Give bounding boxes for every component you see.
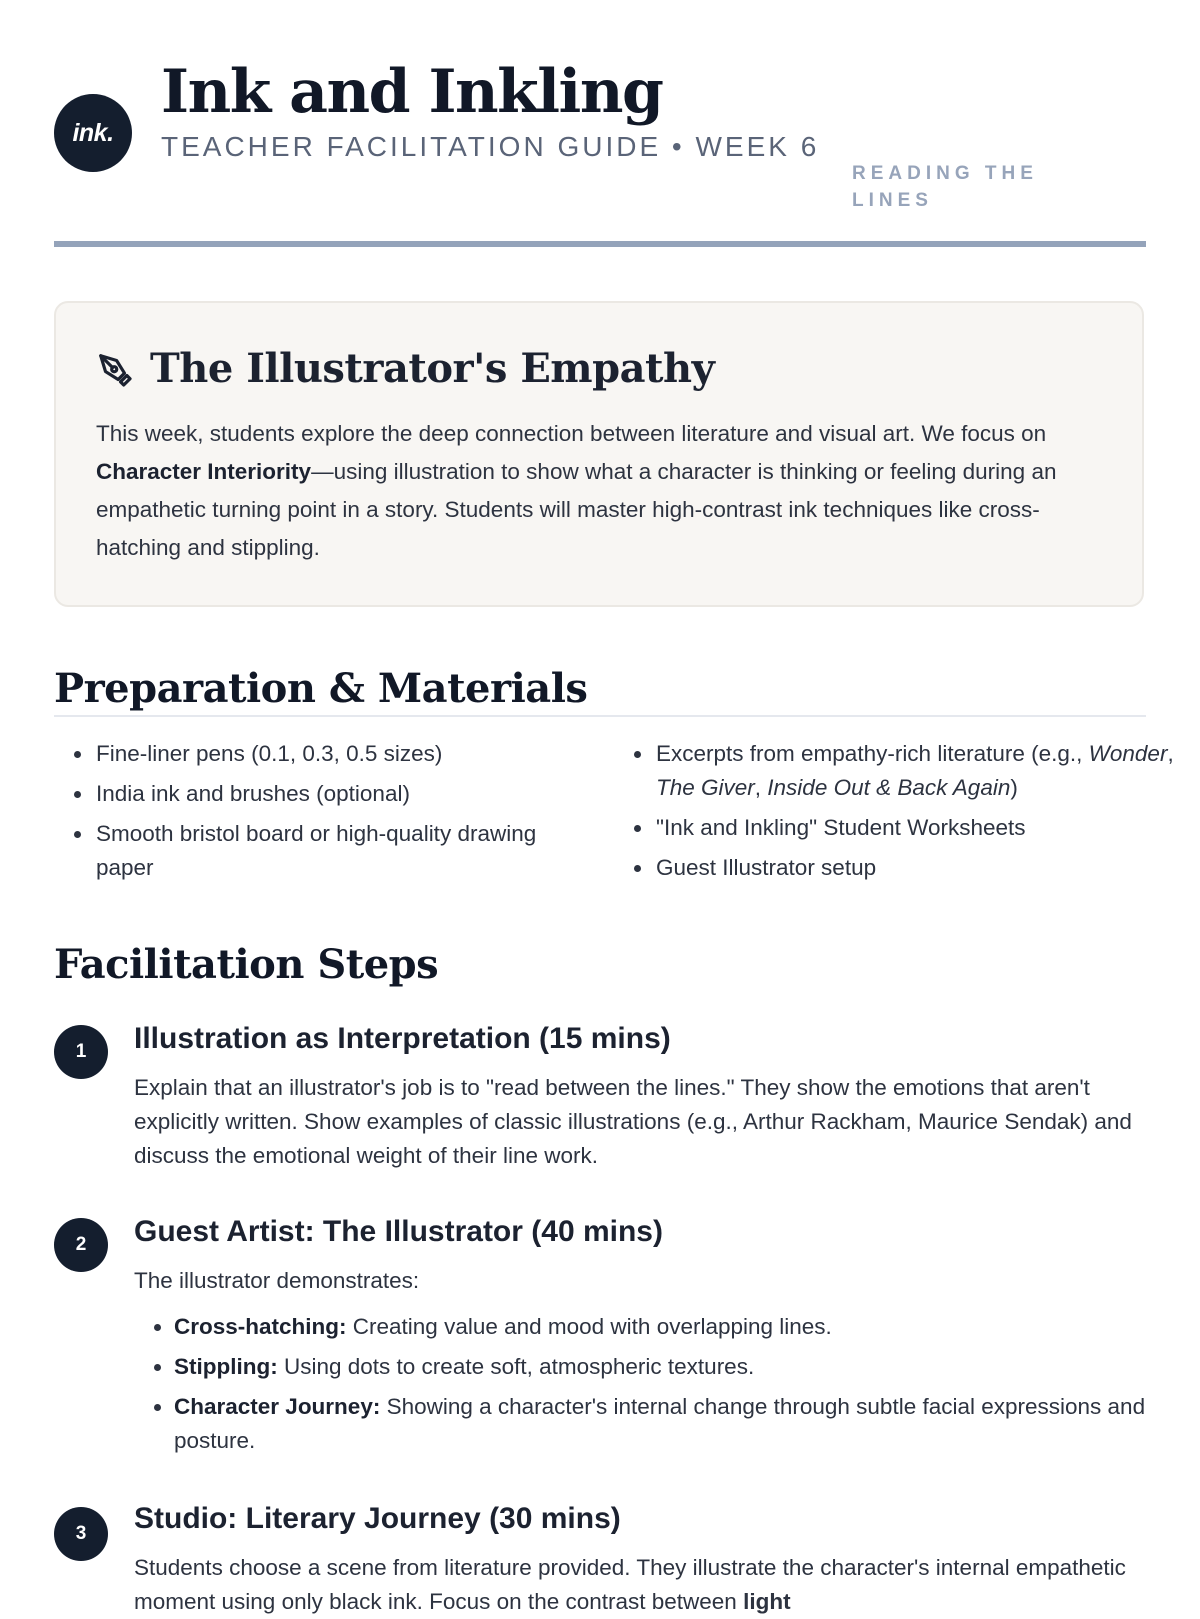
list-item: • Character Journey: Showing a character's internal change through subtle facial expressions and posture. — [174, 1390, 1174, 1458]
page-subtitle: TEACHER FACILITATION GUIDE • WEEK 6 — [161, 131, 820, 162]
facilitation-heading: Facilitation Steps — [54, 941, 439, 988]
materials-heading: Preparation & Materials — [54, 665, 588, 712]
step-description: Explain that an illustrator's job is to "read between the lines." They show the emotions that aren't explicitly written. Show examples of classic illustrations (e.g., Arthur Rackham, Maurice Sendak) and discuss the emotional weight of their line work. — [134, 1075, 1132, 1168]
brand-logo: ink. — [54, 94, 132, 172]
step-number-badge: 3 — [54, 1507, 108, 1561]
list-item: • Excerpts from empathy-rich literature (e.g., Wonder, The Giver, Inside Out & Back Again) — [654, 737, 1194, 805]
technique-list — [134, 1310, 1174, 1464]
tagline: READING THE LINES — [852, 163, 1038, 211]
materials-divider — [54, 715, 1146, 717]
step-number-badge: 1 — [54, 1025, 108, 1079]
intro-body: This week, students explore the deep connection between literature and visual art. We focus on Character Interiority—using illustration to show what a character is thinking or feeling during an empathetic turning point in a story. Students will master high-contrast ink techniques like cross-hatching and stippling. — [96, 421, 1057, 560]
materials-list-left — [54, 737, 564, 891]
intro-title: The Illustrator's Empathy — [150, 345, 715, 392]
step-description: Students choose a scene from literature provided. They illustrate the character's internal empathetic moment using only black ink. Focus on the contrast between light — [134, 1555, 1126, 1614]
step-title: Studio: Literary Journey (30 mins) — [134, 1502, 621, 1535]
intro-card — [54, 301, 1144, 607]
page-header — [54, 56, 1146, 246]
list-item: • Cross-hatching: Creating value and mood with overlapping lines. — [174, 1310, 1174, 1344]
step-title: Guest Artist: The Illustrator (40 mins) — [134, 1215, 663, 1248]
step-description: The illustrator demonstrates: — [134, 1268, 420, 1293]
list-item: • Guest Illustrator setup — [654, 851, 1194, 885]
list-item: • India ink and brushes (optional) — [94, 777, 564, 811]
page-title: Ink and Inkling — [161, 57, 663, 127]
intro-highlight: Character Interiority — [96, 459, 312, 484]
materials-list-right — [614, 737, 1194, 891]
list-item: • Fine-liner pens (0.1, 0.3, 0.5 sizes) — [94, 737, 564, 771]
pen-nib-icon — [96, 351, 134, 389]
step-number-badge: 2 — [54, 1218, 108, 1272]
list-item: • "Ink and Inkling" Student Worksheets — [654, 811, 1194, 845]
step-title: Illustration as Interpretation (15 mins) — [134, 1022, 671, 1055]
list-item: • Smooth bristol board or high-quality drawing paper — [94, 817, 564, 885]
header-divider — [54, 241, 1146, 247]
list-item: • Stippling: Using dots to create soft, atmospheric textures. — [174, 1350, 1174, 1384]
